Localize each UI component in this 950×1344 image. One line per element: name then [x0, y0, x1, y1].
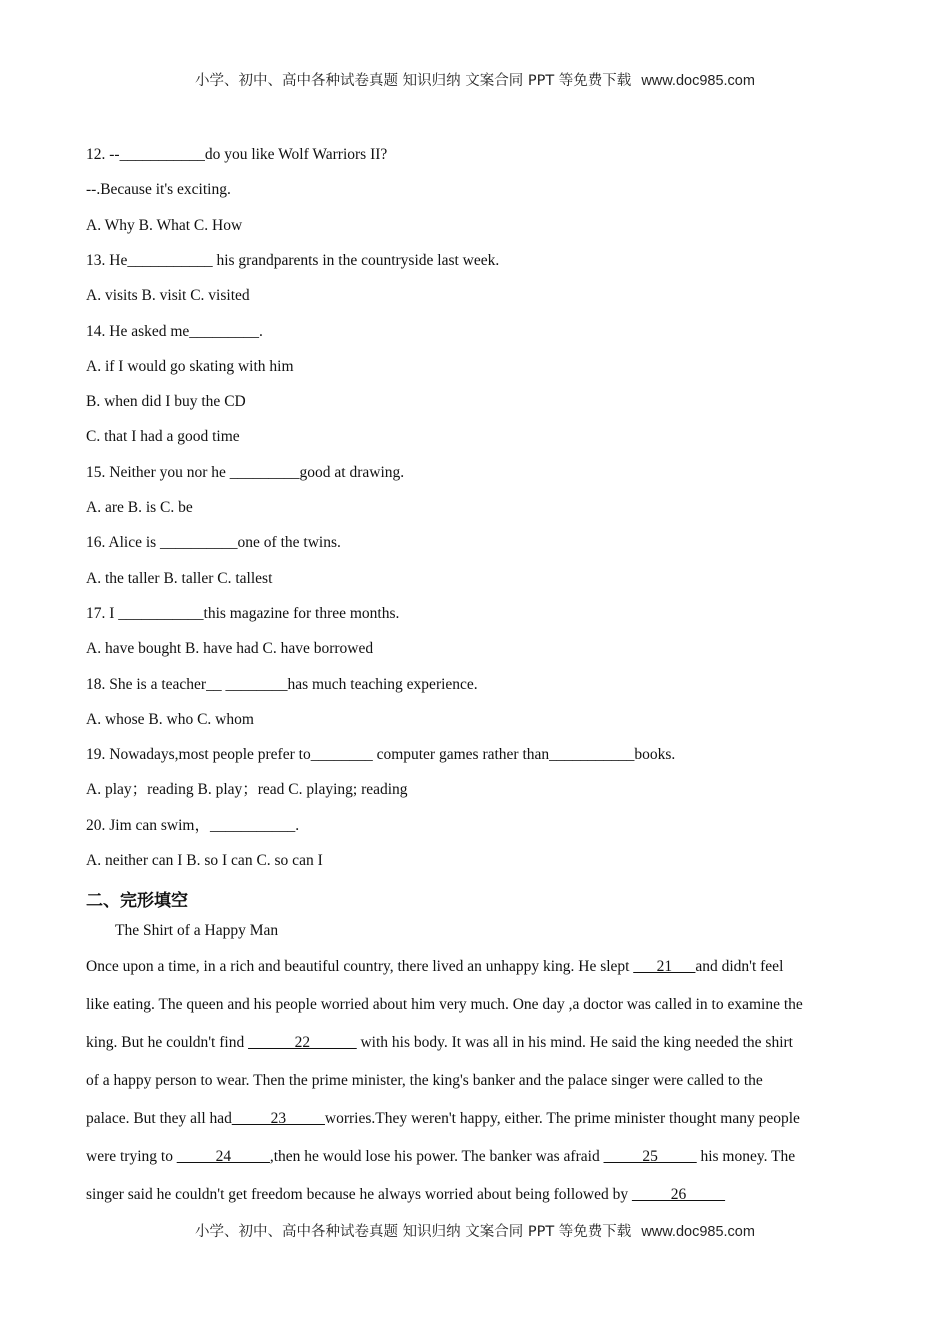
- question-line: A. Why B. What C. How: [86, 216, 243, 234]
- question-line: A. the taller B. taller C. tallest: [86, 569, 273, 587]
- passage-text: of a happy person to wear. Then the prime minister, the king's banker and the palace singer were called to the: [86, 1072, 763, 1089]
- header-url[interactable]: www.doc985.com: [641, 73, 755, 89]
- question-line: A. are B. is C. be: [86, 499, 193, 516]
- passage-line: [86, 1185, 725, 1205]
- question-line: A. have bought B. have had C. have borrowed: [86, 640, 374, 658]
- footer-url[interactable]: www.doc985.com: [641, 1224, 755, 1240]
- section-title: 二、完形填空: [86, 891, 188, 911]
- question-line: --.Because it's exciting.: [86, 181, 231, 199]
- passage-text: singer said he couldn't get freedom because he always worried about being followed by: [86, 1186, 632, 1203]
- cloze-blank: _____26_____: [631, 1186, 725, 1203]
- question-line: 18. She is a teacher__ ________has much teaching experience.: [86, 675, 478, 693]
- passage-line: [86, 1109, 800, 1129]
- passage-text: Once upon a time, in a rich and beautiful country, there lived an unhappy king. He slept: [86, 958, 634, 975]
- cloze-blank: _____23_____: [231, 1110, 325, 1127]
- question-line: 14. He asked me_________.: [86, 322, 263, 340]
- question-line: A. whose B. who C. whom: [86, 710, 254, 728]
- question-line: 13. He___________ his grandparents in the countryside last week.: [86, 251, 500, 269]
- question-line: B. when did I buy the CD: [86, 393, 246, 411]
- passage-text: and didn't feel: [695, 958, 784, 975]
- question-line: A. if I would go skating with him: [86, 357, 294, 375]
- passage-line: [86, 1033, 793, 1053]
- passage-text: ,then he would lose his power. The banker was afraid: [269, 1148, 604, 1165]
- page-footer: [0, 1220, 950, 1241]
- cloze-blank: _____24_____: [176, 1148, 270, 1165]
- cloze-blank: _____25_____: [603, 1148, 697, 1165]
- passage-text: palace. But they all had: [86, 1110, 232, 1127]
- passage-line: [86, 957, 783, 977]
- question-line: A. visits B. visit C. visited: [86, 287, 250, 305]
- passage-text: worries.They weren't happy, either. The prime minister thought many people: [324, 1110, 800, 1127]
- question-line: A. play；reading B. play；read C. playing; reading: [86, 781, 408, 799]
- passage-text: were trying to: [86, 1148, 177, 1165]
- question-line: 17. I ___________this magazine for three months.: [86, 604, 400, 622]
- passage-line: [86, 995, 803, 1015]
- passage-text: his money. The: [696, 1148, 796, 1165]
- question-line: 19. Nowadays,most people prefer to________ computer games rather than___________books.: [86, 746, 676, 764]
- question-line: C. that I had a good time: [86, 428, 240, 446]
- question-line: 16. Alice is __________one of the twins.: [86, 534, 341, 552]
- cloze-blank: ______22______: [248, 1034, 357, 1051]
- passage-text: like eating. The queen and his people worried about him very much. One day ,a doctor was called in to examine the: [86, 996, 803, 1013]
- passage-text: king. But he couldn't find: [86, 1034, 249, 1051]
- story-title: The Shirt of a Happy Man: [115, 922, 279, 939]
- header-text: 小学、初中、高中各种试卷真题 知识归纳 文案合同 PPT 等免费下载: [195, 73, 632, 89]
- question-line: 20. Jim can swim，___________.: [86, 816, 300, 834]
- passage-line: [86, 1147, 795, 1167]
- question-line: 15. Neither you nor he _________good at drawing.: [86, 463, 405, 481]
- passage-text: with his body. It was all in his mind. He said the king needed the shirt: [356, 1034, 793, 1051]
- page-header: [0, 69, 950, 90]
- passage-line: [86, 1071, 763, 1091]
- question-line: A. neither can I B. so I can C. so can I: [86, 852, 323, 869]
- cloze-blank: ___21___: [633, 958, 696, 975]
- question-line: 12. --___________do you like Wolf Warriors II?: [86, 146, 388, 163]
- footer-text: 小学、初中、高中各种试卷真题 知识归纳 文案合同 PPT 等免费下载: [195, 1224, 632, 1240]
